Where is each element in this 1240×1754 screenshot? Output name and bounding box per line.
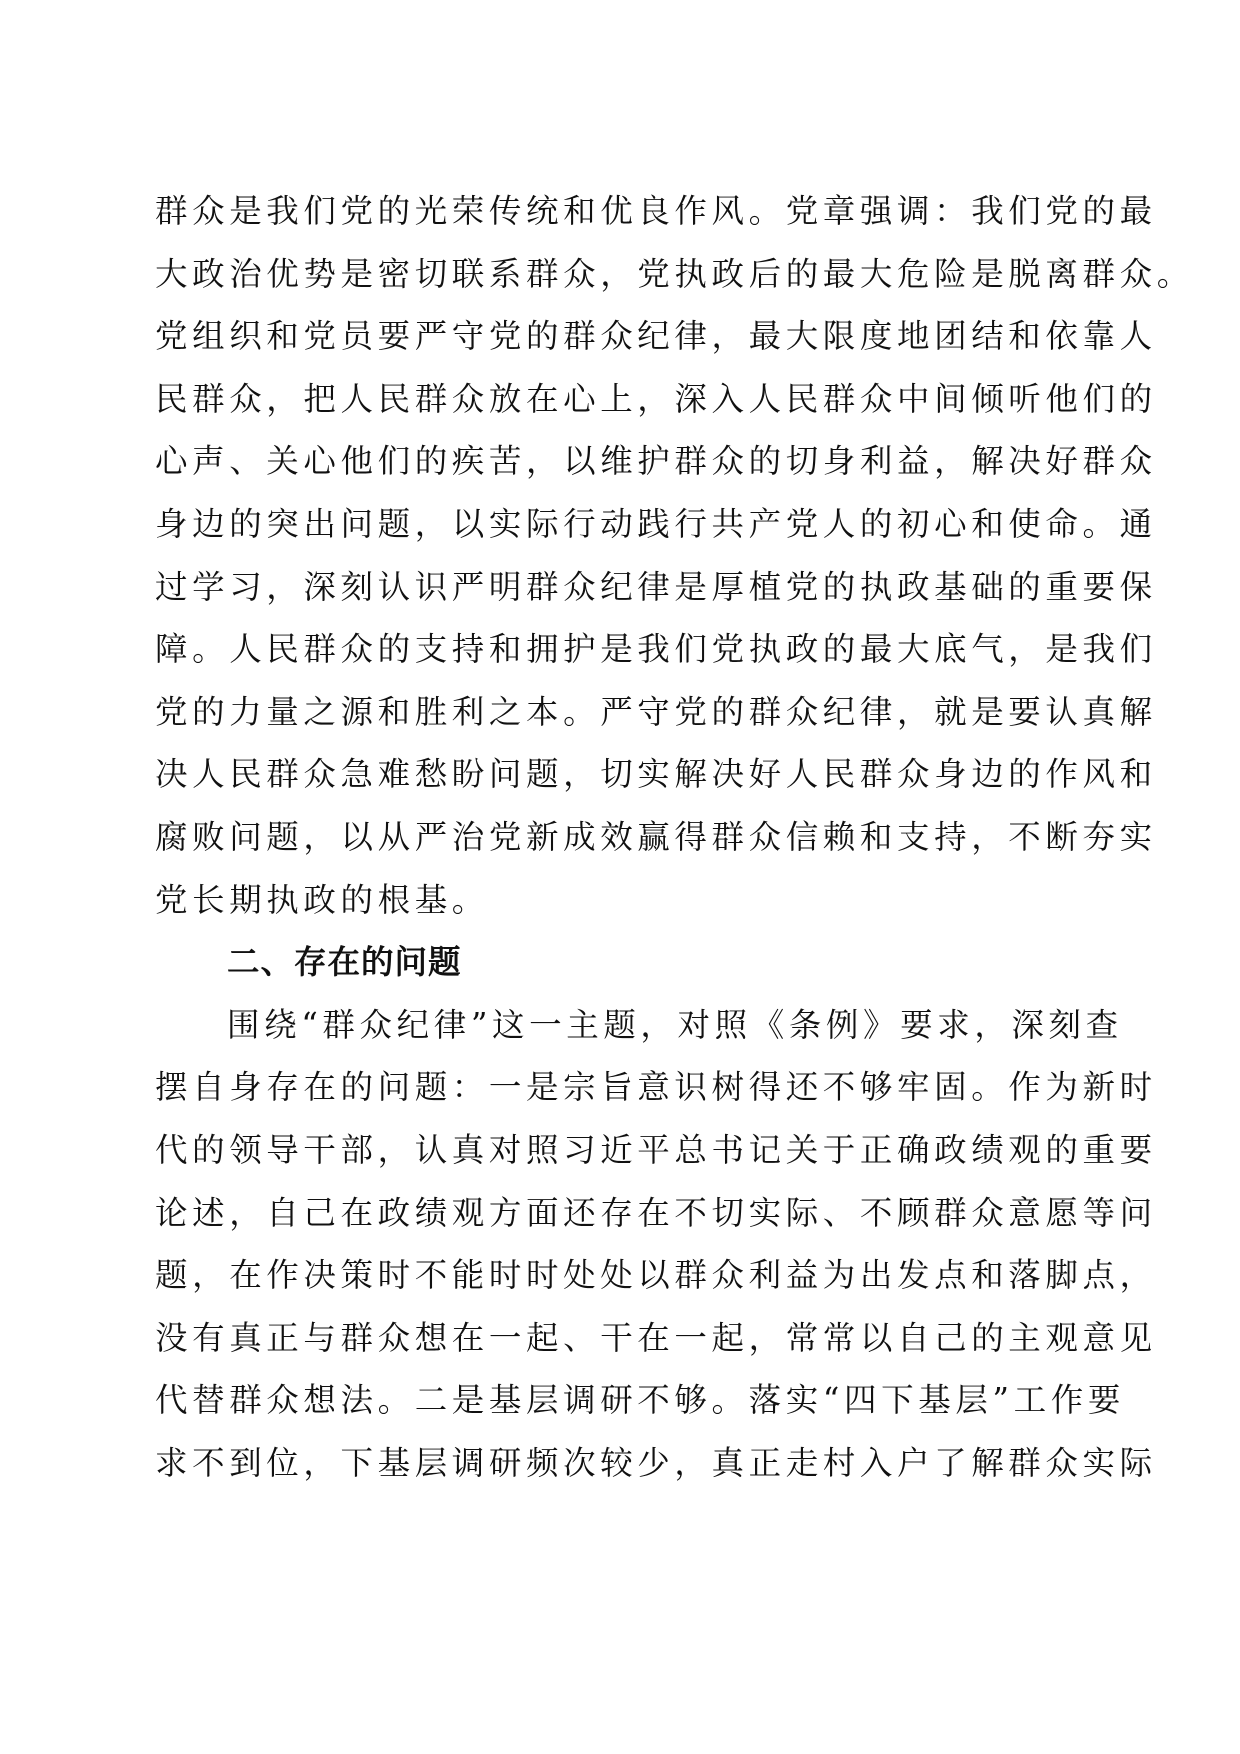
paragraph-line: 党长期执政的根基。 <box>155 880 489 919</box>
document-body <box>155 180 1194 1494</box>
paragraph-line: 代的领导干部，认真对照习近平总书记关于正确政绩观的重要 <box>155 1130 1157 1169</box>
paragraph-line: 过学习，深刻认识严明群众纪律是厚植党的执政基础的重要保 <box>155 567 1157 606</box>
paragraph-line: 党组织和党员要严守党的群众纪律，最大限度地团结和依靠人 <box>155 317 1157 356</box>
paragraph-line: 没有真正与群众想在一起、干在一起，常常以自己的主观意见 <box>155 1318 1157 1357</box>
paragraph-first-line: 围绕“群众纪律”这一主题，对照《条例》要求，深刻查 <box>227 1005 1123 1044</box>
paragraph-line: 心声、关心他们的疾苦，以维护群众的切身利益，解决好群众 <box>155 442 1157 481</box>
paragraph-line: 群众是我们党的光荣传统和优良作风。党章强调：我们党的最 <box>155 192 1157 230</box>
paragraph-line: 论述，自己在政绩观方面还存在不切实际、不顾群众意愿等问 <box>155 1193 1157 1232</box>
paragraph-line: 大政治优势是密切联系群众，党执政后的最大危险是脱离群众。 <box>155 254 1194 293</box>
paragraph-line: 代替群众想法。二是基层调研不够。落实“四下基层”工作要 <box>155 1381 1125 1420</box>
paragraph-line: 题，在作决策时不能时时处处以群众利益为出发点和落脚点， <box>155 1256 1157 1295</box>
paragraph-line: 身边的突出问题，以实际行动践行共产党人的初心和使命。通 <box>155 504 1157 543</box>
paragraph-line: 障。人民群众的支持和拥护是我们党执政的最大底气，是我们 <box>155 630 1157 669</box>
section-heading: 二、存在的问题 <box>227 943 462 982</box>
paragraph-line: 摆自身存在的问题：一是宗旨意识树得还不够牢固。作为新时 <box>155 1068 1157 1107</box>
paragraph-line: 党的力量之源和胜利之本。严守党的群众纪律，就是要认真解 <box>155 692 1157 731</box>
paragraph-line: 求不到位，下基层调研频次较少，真正走村入户了解群众实际 <box>155 1443 1157 1482</box>
paragraph-line: 腐败问题，以从严治党新成效赢得群众信赖和支持，不断夯实 <box>155 817 1157 856</box>
paragraph-line: 民群众，把人民群众放在心上，深入人民群众中间倾听他们的 <box>155 379 1157 418</box>
paragraph-line: 决人民群众急难愁盼问题，切实解决好人民群众身边的作风和 <box>155 755 1157 794</box>
